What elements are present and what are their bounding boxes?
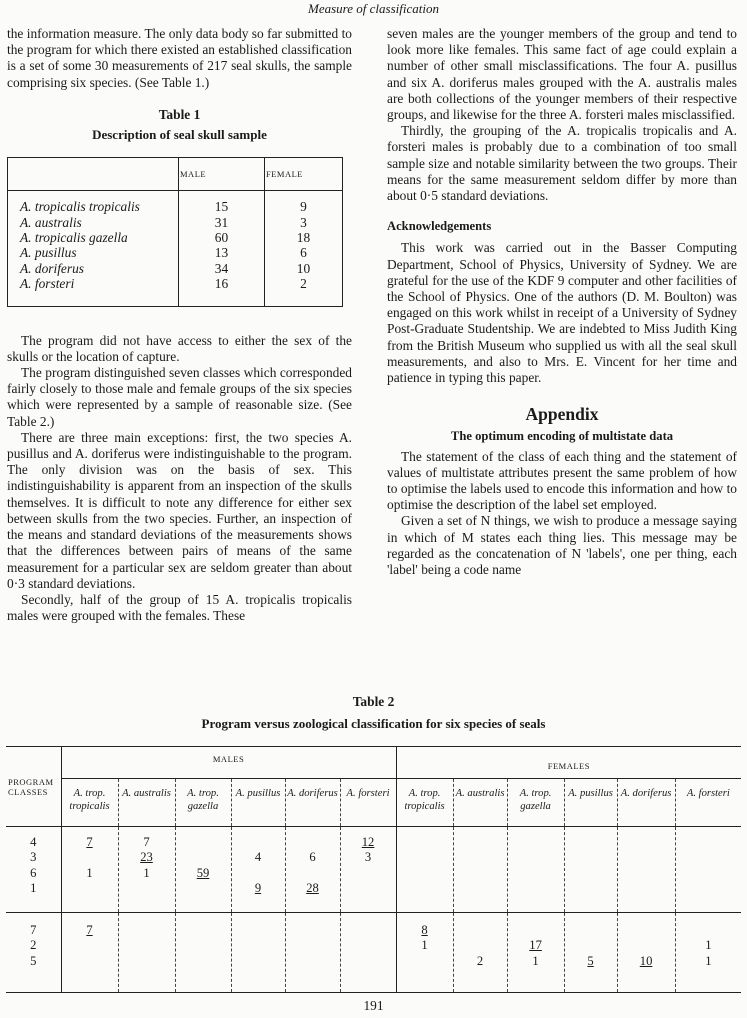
right-paragraph-2: Thirdly, the grouping of the A. tropicalis tropicalis and A. forsteri males is probably due to a combination of too small sample size and notable similarity between the two groups. Their means for the same measurement seldom differ by more than about 0·5 standard deviations. <box>387 123 737 204</box>
left-paragraph-4: There are three main exceptions: first, the two species A. pusillus and A. doriferus were indistinguishable to the program. The only division was on the basis of sex. This indistinguishability is apparent from an inspection of the skulls themselves. It is difficult to note any difference for either sex between skulls from the two species. Further, an inspection of the means and standard deviations of the measurements shows that the differences between pairs of means of the same measurement for a particular sex are seldom greater than about 0·3 standard deviations. <box>7 429 352 591</box>
species-header: A. trop. gazella <box>175 779 231 827</box>
table-row: A. australis 31 3 <box>8 215 342 230</box>
running-head: Measure of classification <box>308 1 439 16</box>
left-paragraph-1: the information measure. The only data body so far submitted to the program for which there existed an established classification is a set of some 30 measurements of 217 seal skulls, the sample comprising six species. (See Table 1.) <box>7 26 352 90</box>
species-header: A. doriferus <box>285 779 340 827</box>
table2-subtitle: Program versus zoological classification for six species of seals <box>201 716 546 731</box>
species-header: A. doriferus <box>617 779 675 827</box>
left-column <box>7 26 352 624</box>
table-row: A. pusillus 13 6 <box>8 245 342 260</box>
females-label: FEMALES <box>396 747 741 779</box>
table-row: A. forsteri 16 2 <box>8 276 342 291</box>
species-header: A. pusillus <box>564 779 617 827</box>
males-label: MALES <box>61 747 396 779</box>
appendix-paragraph-1: The statement of the class of each thing and the statement of values of multistate attributes present the same problem of how to optimise the labels used to encode this information and how to optimise the description of the label set employed. <box>387 448 737 513</box>
table-row: A. tropicalis tropicalis 15 9 <box>8 199 342 214</box>
acknowledgements-text: This work was carried out in the Basser Computing Department, School of Physics, University of Sydney. We are grateful for the use of the KDF 9 computer and other facilities of the School of Physics. One of the authors (D. M. Boulton) was engaged on this work whilst in receipt of a University of Sydney Post-Graduate Studentship. We are indebted to Miss Judith King from the British Museum who supplied us with all the seal skull measurements, and also to Mrs. E. Vincent for her time and patience in typing this paper. <box>387 240 737 386</box>
table-row: A. tropicalis gazella 60 18 <box>8 230 342 245</box>
table1-col-female: FEMALE <box>265 158 343 191</box>
table1-col-male: MALE <box>179 158 265 191</box>
table1-title: Table 1 <box>158 106 201 122</box>
species-header: A. trop. gazella <box>507 779 564 827</box>
class-group-2: 7 2 5 <box>30 923 37 968</box>
right-paragraph-1: seven males are the younger members of the group and tend to look more like females. This same fact of age could explain a number of other small misclassifications. The four A. pusillus and six A. doriferus males grouped with the A. australis males are both collections of the younger members of their respective groups, and likewise for the three A. forsteri males misclassified. <box>387 26 737 123</box>
table2-block <box>6 694 741 993</box>
species-header: A. forsteri <box>675 779 741 827</box>
right-column <box>387 26 737 578</box>
species-header: A. pusillus <box>231 779 285 827</box>
appendix-subtitle: The optimum encoding of multistate data <box>450 429 674 444</box>
table2: PROGRAM CLASSES MALES FEMALES A. trop. tropicalis A. australis A. trop. gazella A. pusillus A. doriferus A. forsteri A. trop. tropicalis A. australis A. trop. gazella A. pusillus A. doriferus A. forsteri 4 3 6 1 7 1 7 23 1 59 4 9 6 28 12 3 7 2 5 7 8 1 2 17 1 5 10 1 1 <box>6 746 741 993</box>
species-header: A. trop. tropicalis <box>396 779 453 827</box>
page-number: 191 <box>363 998 384 1013</box>
table-row: A. doriferus 34 10 <box>8 261 342 276</box>
left-paragraph-5: Secondly, half of the group of 15 A. tropicalis tropicalis males were grouped with the females. These <box>7 591 352 624</box>
class-group-1: 4 3 6 1 <box>6 827 61 913</box>
species-header: A. trop. tropicalis <box>61 779 118 827</box>
left-paragraph-3: The program distinguished seven classes which corresponded fairly closely to those male and female groups of the six species which were represented by a sample of reasonable size. (See Table 2.) <box>7 365 352 429</box>
acknowledgements-heading: Acknowledgements <box>387 219 492 234</box>
table2-title: Table 2 <box>352 694 395 709</box>
left-paragraph-2: The program did not have access to either the sex of the skulls or the location of capture. <box>7 332 352 364</box>
species-header: A. australis <box>118 779 175 827</box>
table1-subtitle: Description of seal skull sample <box>92 127 267 143</box>
appendix-paragraph-2: Given a set of N things, we wish to produce a message saying in which of M states each thing lies. This message may be regarded as the concatenation of N 'labels', one per thing, each 'label' being a code name <box>387 513 737 578</box>
appendix-title: Appendix <box>525 404 599 425</box>
table1 <box>7 157 343 306</box>
species-header: A. australis <box>453 779 507 827</box>
program-classes-label: PROGRAM CLASSES <box>6 747 61 827</box>
species-header: A. forsteri <box>340 779 396 827</box>
